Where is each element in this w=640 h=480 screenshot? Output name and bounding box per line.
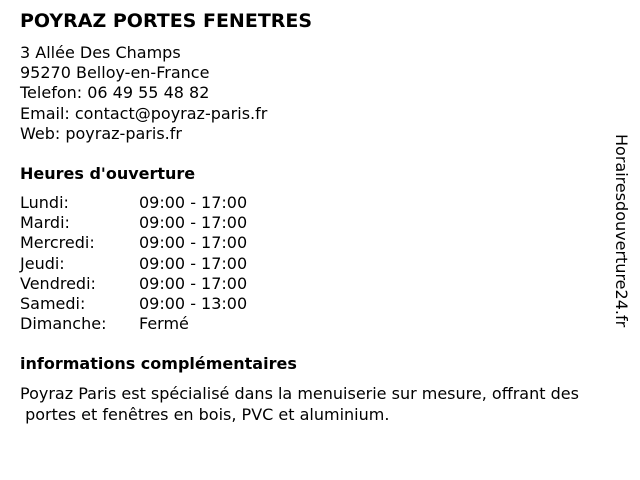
email-line: Email: contact@poyraz-paris.fr [20, 103, 268, 123]
hours-time: 09:00 - 17:00 [139, 273, 248, 293]
info-line-1: Poyraz Paris est spécialisé dans la menuiserie sur mesure, offrant des [20, 384, 579, 403]
hours-time: 09:00 - 17:00 [139, 213, 248, 233]
hours-time: 09:00 - 17:00 [139, 193, 248, 212]
hours-time: 09:00 - 17:00 [139, 253, 248, 273]
hours-time: 09:00 - 17:00 [139, 233, 248, 253]
hours-day: Dimanche: [20, 314, 107, 334]
info-line-2: portes et fenêtres en bois, PVC et aluminium. [20, 404, 390, 424]
watermark-text: Horairesdouverture24.fr [612, 134, 631, 328]
hours-day: Samedi: [20, 293, 86, 313]
address-line-2: 95270 Belloy-en-France [20, 63, 210, 83]
business-name: POYRAZ PORTES FENETRES [20, 10, 313, 32]
address-line-1: 3 Allée Des Champs [20, 43, 181, 62]
web-line: Web: poyraz-paris.fr [20, 123, 182, 143]
hours-time: Fermé [139, 314, 189, 334]
hours-day: Vendredi: [20, 273, 96, 293]
info-heading: informations complémentaires [20, 354, 297, 373]
hours-day: Jeudi: [20, 253, 65, 273]
address-block [20, 43, 267, 144]
hours-day: Mercredi: [20, 233, 95, 253]
info-description [20, 384, 632, 425]
hours-heading: Heures d'ouverture [20, 164, 196, 183]
phone-line: Telefon: 06 49 55 48 82 [20, 83, 210, 103]
hours-day: Lundi: [20, 193, 69, 212]
hours-day: Mardi: [20, 213, 70, 233]
hours-time: 09:00 - 13:00 [139, 293, 248, 313]
